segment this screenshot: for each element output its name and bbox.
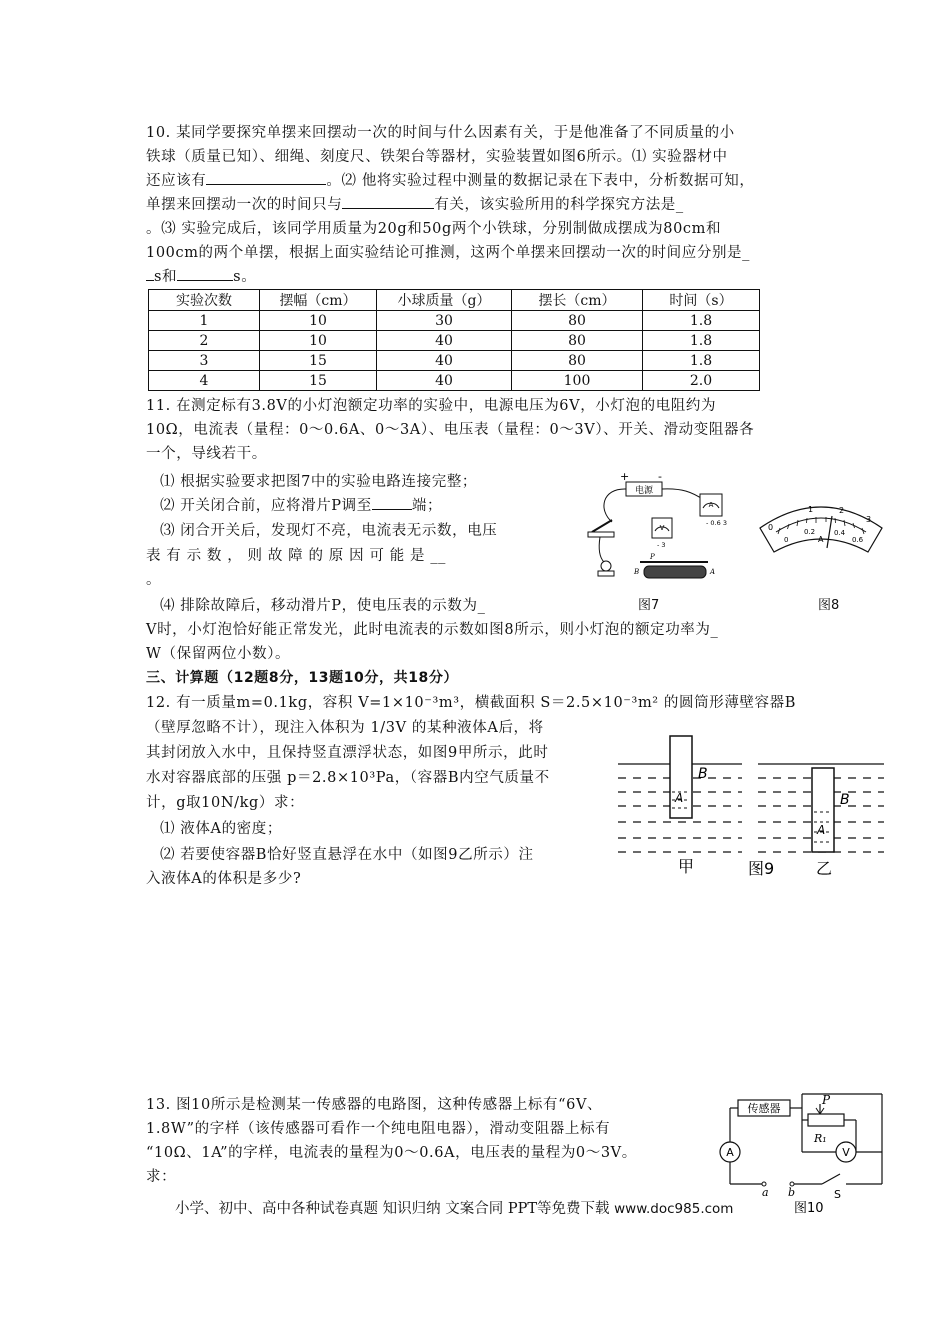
label-yi: 乙 — [816, 859, 833, 878]
q13-line-3: “10Ω、1A”的字样，电流表的量程为0～0.6A，电压表的量程为0～3V。 — [146, 1145, 637, 1161]
page-footer — [175, 1197, 733, 1218]
voltmeter-terminals: - 3 — [657, 541, 666, 549]
circuit-diagram — [582, 470, 752, 610]
section-heading: 三、计算题（12题8分，13题10分，共18分） — [146, 670, 459, 686]
q10-line-4-a: 单摆来回摆动一次的时间只与 — [146, 197, 343, 213]
q11-line-2: 10Ω，电流表（量程：0～0.6A、0～3A）、电压表（量程：0～3V）、开关、滑动变阻器各 — [146, 422, 755, 438]
table-row — [149, 371, 760, 391]
figure-10-circuit — [716, 1090, 890, 1214]
dial-tick-bottom: 0.2 — [804, 528, 816, 536]
q11-part-2-b: 端； — [411, 498, 443, 514]
label-jia: 甲 — [678, 857, 695, 876]
q12-line-5: 计，g取10N/kg）求： — [146, 795, 305, 811]
q12-line-2: （壁厚忽略不计），现注入体积为 1/3V 的某种液体A后，将 — [146, 720, 544, 736]
ammeter-label: A — [708, 501, 714, 509]
figure-8-caption: 图8 — [818, 598, 840, 613]
q10-line-7 — [146, 265, 256, 286]
table-cell: 40 — [377, 371, 512, 391]
answer-blank[interactable] — [206, 170, 326, 185]
container-b-label: B — [698, 766, 708, 782]
figure-7-circuit — [582, 470, 752, 610]
slider-b-label: B — [634, 568, 640, 576]
dial-tick-top: 1 — [808, 505, 814, 514]
dial-tick-start: 0 — [768, 523, 774, 532]
q11-part-2 — [160, 494, 442, 515]
dial-unit: A — [818, 535, 824, 544]
q13-line-2: 1.8W”的字样（该传感器可看作一个纯电阻电器），滑动变阻器上标有 — [146, 1121, 611, 1137]
q11-part-1: ⑴ 根据实验要求把图7中的实验电路连接完整； — [160, 474, 478, 490]
table-cell: 2 — [149, 331, 260, 351]
q10-line-4 — [146, 193, 684, 214]
resistor-r1-label: R₁ — [814, 1132, 827, 1145]
slider-p-label: P — [822, 1093, 831, 1107]
slider-a-label: A — [710, 568, 716, 576]
table-cell: 1.8 — [643, 331, 760, 351]
footer-text: 小学、初中、高中各种试卷真题 知识归纳 文案合同 PPT等免费下载 — [175, 1201, 615, 1217]
q10-line-7-b: s。 — [233, 269, 257, 285]
q13-line-4: 求： — [146, 1169, 177, 1185]
q10-line-4-b: 有关，该实验所用的科学探究方法是_ — [434, 197, 684, 213]
table-row — [149, 351, 760, 371]
dial-tick-bottom: 0 — [784, 536, 789, 544]
q10-line-1: 10. 某同学要探究单摆来回摆动一次的时间与什么因素有关，于是他准备了不同质量的小 — [146, 125, 735, 141]
sensor-label: 传感器 — [747, 1102, 781, 1115]
table-cell: 3 — [149, 351, 260, 371]
table-header: 时间（s） — [643, 290, 760, 311]
figure-9-caption: 图9 — [748, 859, 775, 878]
answer-blank[interactable] — [342, 194, 434, 209]
dial-tick-top: 2 — [839, 506, 845, 515]
slider-p-label: P — [650, 553, 655, 561]
q12-part-2-b: 入液体A的体积是多少? — [146, 871, 302, 887]
q11-line-3: 一个，导线若干。 — [146, 446, 267, 462]
q11-part-3-c: 。 — [146, 572, 162, 588]
q10-line-3-a: 还应该有 — [146, 173, 207, 189]
q12-line-4: 水对容器底部的压强 p＝2.8×10³Pa，（容器B内空气质量不 — [146, 770, 550, 786]
ammeter-terminals: - 0.6 3 — [706, 519, 727, 527]
figure-9-containers — [616, 730, 886, 880]
answer-blank[interactable] — [146, 266, 154, 281]
table-header: 小球质量（g） — [377, 290, 512, 311]
table-cell: 30 — [377, 311, 512, 331]
dial-tick-bottom: 0.4 — [834, 529, 846, 537]
table-cell: 1 — [149, 311, 260, 331]
q10-line-5: 。⑶ 实验完成后，该同学用质量为20g和50g两个小铁球，分别制做成摆成为80cm和 — [146, 221, 722, 237]
q12-line-3: 其封闭放入水中，且保持竖直漂浮状态，如图9甲所示，此时 — [146, 745, 549, 761]
table-cell: 80 — [512, 331, 643, 351]
switch-s-label: S — [834, 1188, 841, 1201]
voltmeter-label: V — [659, 524, 665, 532]
table-cell: 15 — [260, 351, 377, 371]
q11-part-3: ⑶ 闭合开关后，发现灯不亮，电流表无示数，电压 — [160, 523, 498, 539]
q12-part-2: ⑵ 若要使容器B恰好竖直悬浮在水中（如图9乙所示）注 — [160, 847, 534, 863]
table-cell: 100 — [512, 371, 643, 391]
voltmeter-label: V — [842, 1146, 850, 1159]
q10-line-3-b: 。⑵ 他将实验过程中测量的数据记录在下表中，分析数据可知， — [326, 173, 755, 189]
q10-line-6: 100cm的两个单摆，根据上面实验结论可推测，这两个单摆来回摆动一次的时间应分别是_ — [146, 245, 750, 261]
liquid-a-label: A — [817, 823, 826, 837]
figure-7-caption: 图7 — [638, 598, 660, 613]
table-row — [149, 311, 760, 331]
table-cell: 15 — [260, 371, 377, 391]
dial-tick-end: 3 — [866, 515, 872, 524]
footer-link[interactable]: www.doc985.com — [614, 1201, 734, 1217]
table-header: 实验次数 — [149, 290, 260, 311]
q13-line-1: 13. 图10所示是检测某一传感器的电路图，这种传感器上标有“6V、 — [146, 1097, 603, 1113]
terminal-b-label: b — [788, 1186, 796, 1199]
liquid-a-label: A — [675, 791, 684, 805]
table-cell: 2.0 — [643, 371, 760, 391]
q12-line-1: 12. 有一质量m=0.1kg，容积 V=1×10⁻³m³，横截面积 S＝2.5×10⁻³m² 的圆筒形薄壁容器B — [146, 695, 796, 711]
figure-10-caption: 图10 — [794, 1201, 824, 1214]
table-header-row — [149, 290, 760, 311]
table-header: 摆幅（cm） — [260, 290, 377, 311]
q11-part-4-c: W（保留两位小数）。 — [146, 646, 291, 662]
minus-terminal: - — [658, 470, 662, 483]
table-cell: 40 — [377, 331, 512, 351]
plus-terminal: + — [620, 470, 630, 483]
table-cell: 10 — [260, 311, 377, 331]
table-cell: 80 — [512, 351, 643, 371]
table-cell: 40 — [377, 351, 512, 371]
container-b-label: B — [840, 792, 850, 808]
q12-part-1: ⑴ 液体A的密度； — [160, 821, 282, 837]
table-cell: 1.8 — [643, 351, 760, 371]
table-cell: 1.8 — [643, 311, 760, 331]
ammeter-label: A — [726, 1146, 734, 1159]
terminal-a-label: a — [762, 1186, 769, 1199]
figure-8-ammeter — [756, 498, 886, 558]
q11-part-2-a: ⑵ 开关闭合前，应将滑片P调至 — [160, 498, 372, 514]
table-cell: 4 — [149, 371, 260, 391]
experiment-table — [148, 289, 760, 391]
sensor-circuit-diagram — [716, 1090, 890, 1214]
q10-line-2: 铁球（质量已知）、细绳、刻度尺、铁架台等器材，实验装置如图6所示。⑴ 实验器材中 — [146, 149, 728, 165]
q11-part-4: ⑷ 排除故障后，移动滑片P，使电压表的示数为_ — [160, 598, 486, 614]
ammeter-dial — [756, 498, 886, 558]
q11-part-3-b: 表 有 示 数 ， 则 故 障 的 原 因 可 能 是 __ — [146, 548, 447, 564]
table-cell: 10 — [260, 331, 377, 351]
answer-blank[interactable] — [177, 266, 233, 281]
power-source-label: 电源 — [634, 486, 654, 496]
table-cell: 80 — [512, 311, 643, 331]
table-row — [149, 331, 760, 351]
buoyancy-diagram — [616, 730, 886, 880]
dial-tick-bottom: 0.6 — [852, 536, 864, 544]
q11-line-1: 11. 在测定标有3.8V的小灯泡额定功率的实验中，电源电压为6V，小灯泡的电阻约为 — [146, 398, 717, 414]
table-header: 摆长（cm） — [512, 290, 643, 311]
answer-blank[interactable] — [372, 495, 412, 510]
q11-part-4-b: V时，小灯泡恰好能正常发光，此时电流表的示数如图8所示，则小灯泡的额定功率为_ — [146, 622, 719, 638]
q10-line-7-a: s和 — [154, 269, 178, 285]
q10-line-3 — [146, 169, 754, 190]
